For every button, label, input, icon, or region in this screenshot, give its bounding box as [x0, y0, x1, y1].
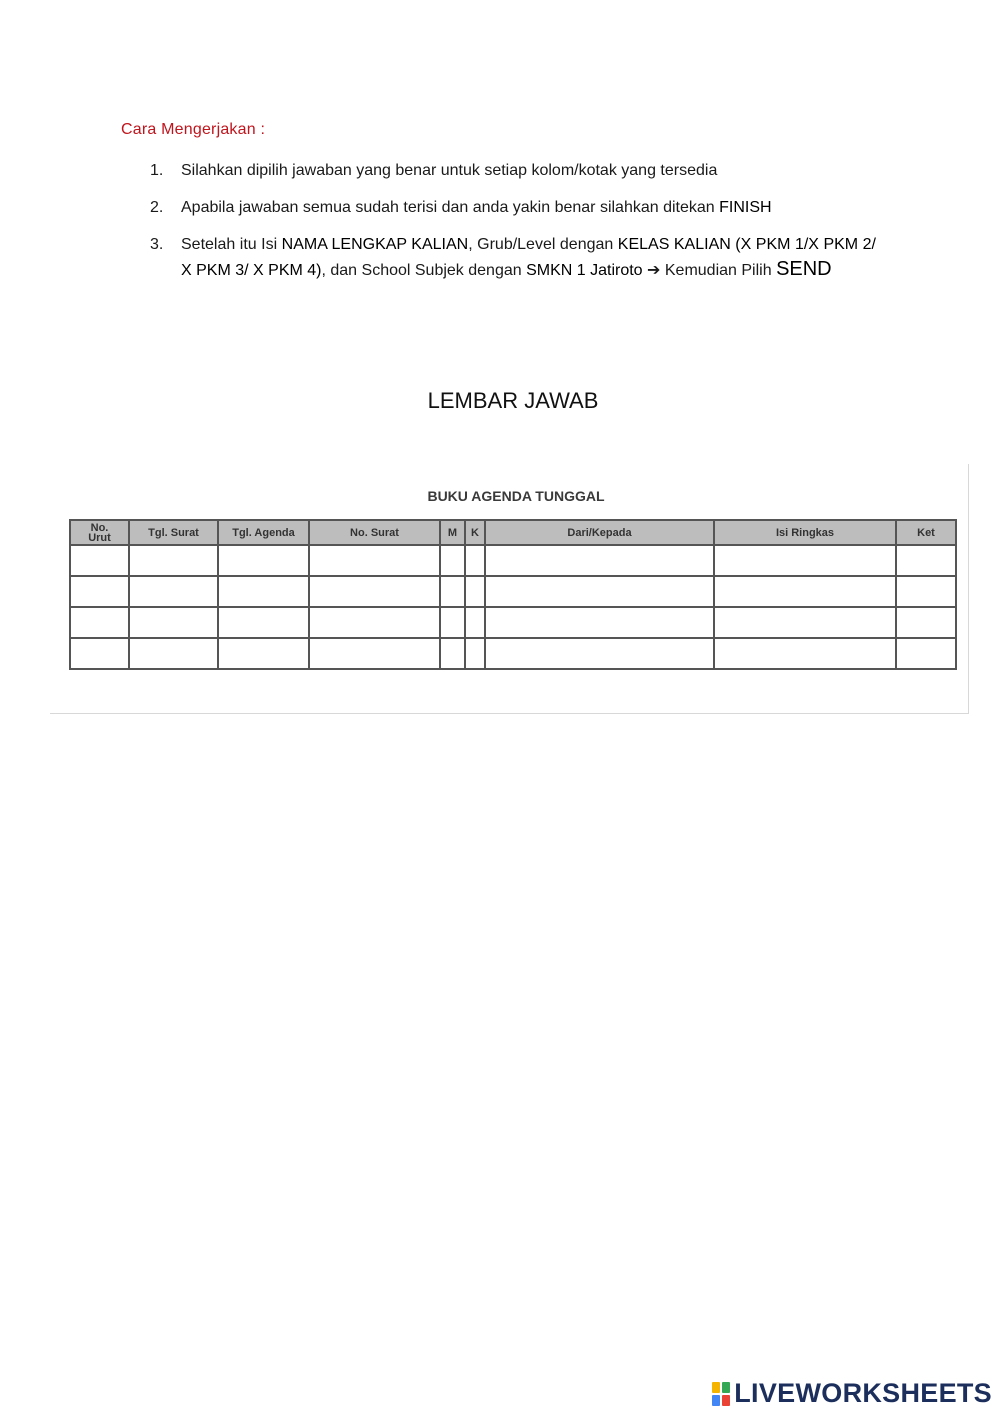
finish-keyword: FINISH: [719, 199, 772, 216]
answer-sheet-title: LEMBAR JAWAB: [427, 388, 599, 413]
col-no-urut: No. Urut: [70, 520, 129, 545]
agenda-table: [69, 519, 957, 670]
instruction-step-1: [150, 158, 876, 183]
step-number: 1.: [150, 162, 164, 179]
step-text-part: ➔ Kemudian Pilih: [647, 262, 772, 279]
logo-square: [712, 1395, 720, 1406]
col-isi-ringkas: Isi Ringkas: [714, 520, 896, 545]
step-number: 3.: [150, 236, 164, 253]
liveworksheets-logo-icon: [712, 1382, 730, 1406]
col-k: K: [465, 520, 485, 545]
step-text-part: , Grub/Level dengan: [468, 236, 614, 253]
logo-square: [712, 1382, 720, 1393]
class-keyword: KELAS KALIAN (X PKM 1/X PKM 2/ X PKM 3/ X PKM 4): [181, 236, 876, 279]
step-text-part: Setelah itu Isi: [181, 236, 278, 253]
table-row: [70, 638, 956, 669]
col-dari-kepada: Dari/Kepada: [485, 520, 714, 545]
agenda-table-image: [50, 464, 969, 714]
step-number: 2.: [150, 199, 164, 216]
agenda-table-title: BUKU AGENDA TUNGGAL: [427, 488, 605, 504]
instructions-list: [150, 158, 876, 295]
step-text-part: Apabila jawaban semua sudah terisi dan anda yakin benar silahkan ditekan: [181, 199, 715, 216]
col-ket: Ket: [896, 520, 956, 545]
table-row: [70, 607, 956, 638]
step-text: [181, 232, 876, 283]
table-row: [70, 545, 956, 576]
col-m: M: [440, 520, 465, 545]
send-keyword: SEND: [776, 258, 832, 280]
instructions-heading: Cara Mengerjakan :: [121, 121, 266, 138]
col-tgl-surat: Tgl. Surat: [129, 520, 218, 545]
step-text-part: , dan School Subjek dengan: [321, 262, 522, 279]
table-header-row: [70, 520, 956, 545]
logo-square: [722, 1395, 730, 1406]
school-keyword: SMKN 1 Jatiroto: [526, 262, 643, 279]
name-keyword: NAMA LENGKAP KALIAN: [281, 236, 469, 253]
col-no-surat: No. Surat: [309, 520, 440, 545]
step-text: Silahkan dipilih jawaban yang benar untuk setiap kolom/kotak yang tersedia: [181, 162, 718, 179]
table-row: [70, 576, 956, 607]
instruction-step-2: [150, 195, 876, 220]
liveworksheets-brand: [712, 1378, 992, 1409]
brand-name: LIVEWORKSHEETS: [734, 1378, 992, 1408]
step-text: [181, 195, 876, 220]
col-tgl-agenda: Tgl. Agenda: [218, 520, 309, 545]
instruction-step-3: [150, 232, 876, 283]
logo-square: [722, 1382, 730, 1393]
